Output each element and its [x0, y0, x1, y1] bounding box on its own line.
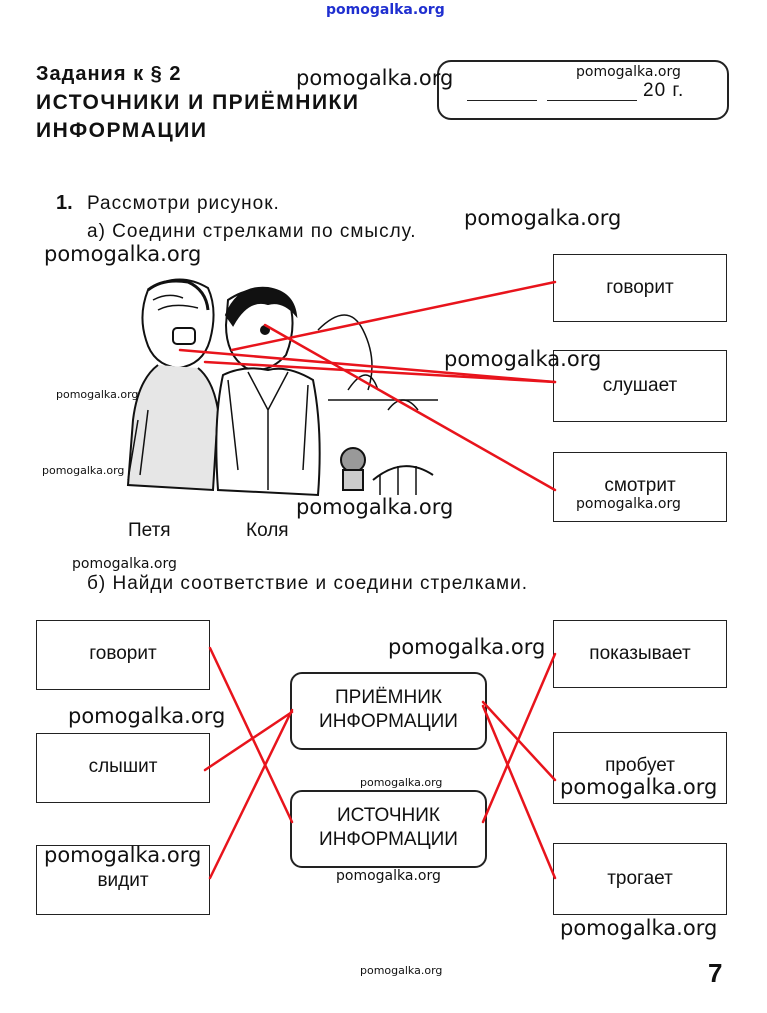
watermark: pomogalka.org [576, 496, 681, 512]
task-instruction: Рассмотри рисунок. [87, 193, 280, 214]
b-left-label: слышит [88, 756, 158, 777]
b-right-label: показывает [589, 643, 691, 664]
watermark: pomogalka.org [56, 388, 139, 401]
a-box-label: смотрит [604, 475, 676, 496]
watermark: pomogalka.org [388, 635, 546, 659]
b-left-label: говорит [89, 643, 157, 664]
watermark: pomogalka.org [296, 495, 454, 519]
page-title-line1: ИСТОЧНИКИ И ПРИЁМНИКИ [36, 91, 360, 114]
line-receiver-probuet [483, 702, 555, 780]
line-receiver-trogaet [483, 706, 555, 878]
b-left-label: видит [97, 870, 149, 891]
name-kolya: Коля [246, 520, 289, 541]
center-source-label: ИСТОЧНИК ИНФОРМАЦИИ [319, 805, 458, 850]
a-box-label: слушает [602, 375, 678, 396]
watermark: pomogalka.org [560, 916, 718, 940]
page-number: 7 [708, 958, 723, 988]
watermark-top: pomogalka.org [326, 2, 445, 18]
center-receiver-label: ПРИЁМНИК ИНФОРМАЦИИ [319, 687, 458, 732]
watermark: pomogalka.org [336, 868, 441, 884]
b-right-label: трогает [607, 868, 673, 889]
watermark: pomogalka.org [42, 464, 125, 477]
name-petya: Петя [128, 520, 171, 541]
task-part-b: б) Найди соответствие и соедини стрелками. [87, 573, 529, 594]
watermark: pomogalka.org [360, 776, 443, 789]
page-title-line2: ИНФОРМАЦИИ [36, 119, 208, 142]
watermark: pomogalka.org [464, 206, 622, 230]
watermark: pomogalka.org [576, 64, 681, 80]
watermark: pomogalka.org [296, 66, 454, 90]
task-part-a: а) Соедини стрелками по смыслу. [87, 221, 417, 242]
watermark: pomogalka.org [44, 843, 202, 867]
line-mouth-govorit [232, 282, 555, 350]
watermark: pomogalka.org [444, 347, 602, 371]
section-label: Задания к § 2 [36, 63, 182, 85]
b-right-label: пробует [605, 755, 675, 776]
line-source-pokazyvaet [483, 654, 555, 822]
a-box-label: говорит [606, 277, 674, 298]
watermark: pomogalka.org [68, 704, 226, 728]
watermark: pomogalka.org [44, 242, 202, 266]
date-suffix: 20 г. [643, 80, 685, 101]
watermark: pomogalka.org [72, 556, 177, 572]
watermark: pomogalka.org [560, 775, 718, 799]
task-number: 1. [56, 192, 73, 214]
watermark: pomogalka.org [360, 964, 443, 977]
